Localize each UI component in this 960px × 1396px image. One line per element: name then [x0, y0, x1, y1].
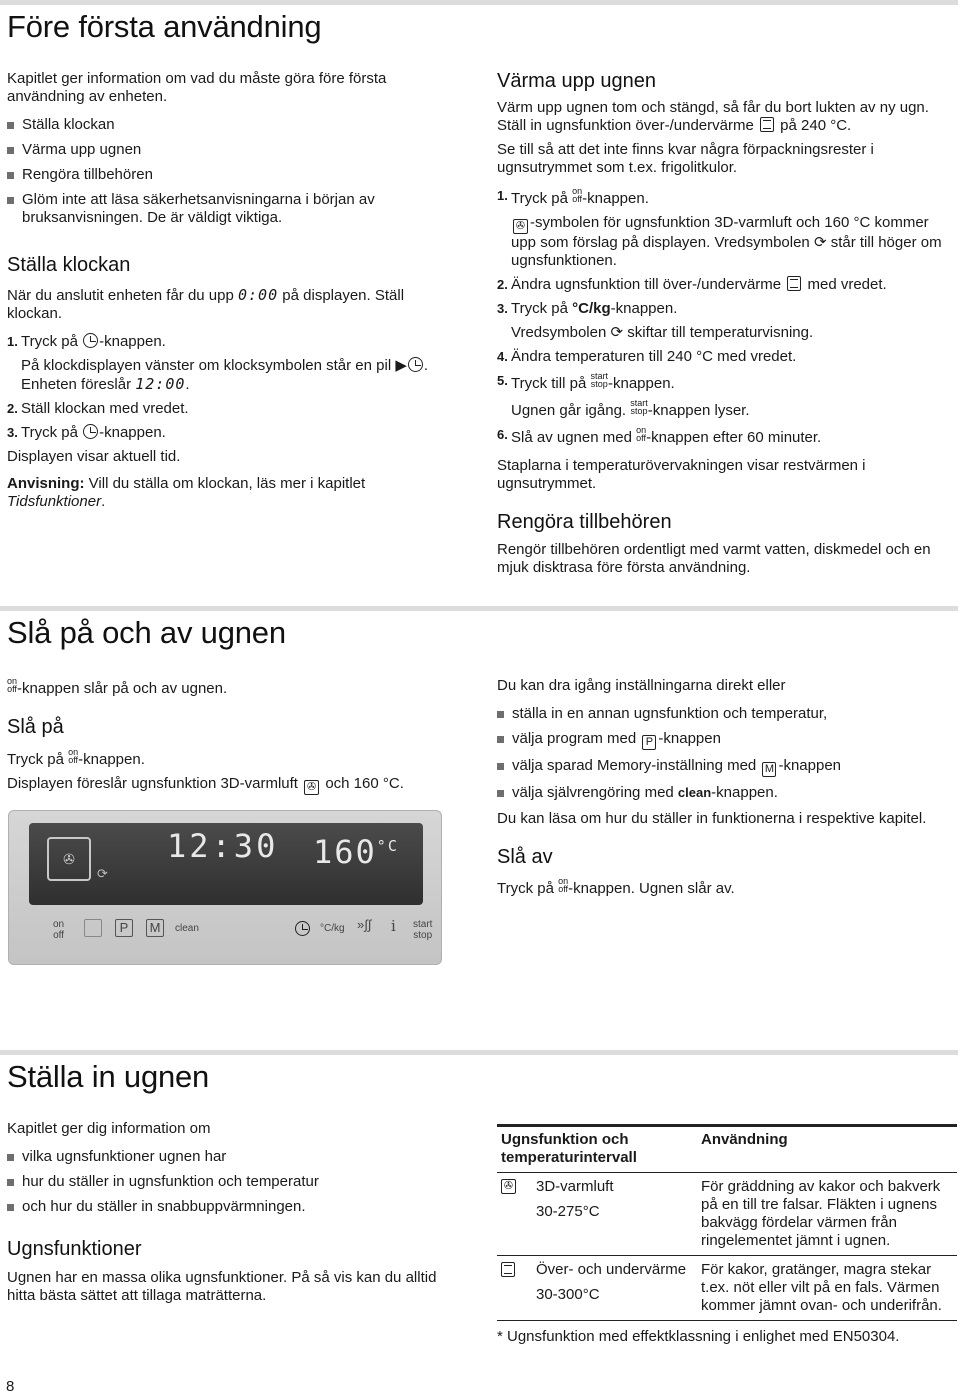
step-number: 2.: [497, 277, 508, 292]
top-bottom-heat-icon: [501, 1262, 515, 1277]
step-number: 2.: [7, 401, 18, 416]
segment-display-text: 0:00: [238, 286, 279, 304]
text: -knappen.: [607, 375, 675, 392]
text: Slå av ugnen med: [511, 429, 632, 446]
list-item: Ställa klockan: [7, 116, 447, 134]
program-icon: P: [642, 735, 656, 750]
text: Tryck på: [511, 190, 568, 207]
table-row: [497, 1173, 957, 1256]
left-column-3: [7, 1120, 447, 1311]
temp-weight-button[interactable]: °C/kg: [320, 923, 345, 934]
heat-step-5-sub: [497, 399, 952, 420]
degree-unit: °C: [376, 837, 399, 855]
clock-after: Displayen visar aktuell tid.: [7, 448, 181, 465]
options-intro: Du kan dra igång inställningarna direkt eller: [497, 677, 786, 694]
label: on: [53, 919, 65, 930]
text: -knappen.: [78, 751, 145, 768]
list-item: [497, 730, 952, 750]
hot-air-icon: ✇: [47, 837, 91, 881]
text: Tryck på: [21, 424, 78, 441]
functions-heading: Ugnsfunktioner: [7, 1238, 142, 1260]
start-stop-button[interactable]: [413, 919, 432, 941]
temperature-value: 160: [313, 833, 377, 871]
list-item: och hur du ställer in snabbuppvärmningen.: [7, 1198, 447, 1216]
table-header-row: [497, 1126, 957, 1173]
right-column-1: [497, 70, 952, 583]
text: Enheten föreslår: [21, 376, 132, 393]
heat-p2: Se till så att det inte finns kvar några förpackningsrester i ugnsutrymmet som t.ex. frigolitkulor.: [497, 141, 874, 176]
on-off-icon: on off: [7, 676, 18, 694]
text: och 160 °C.: [325, 775, 404, 792]
list-item: Rengöra tillbehören: [7, 166, 447, 184]
clock-step-1-sub: [7, 357, 447, 375]
clock-step-3: [7, 424, 447, 442]
text: -knappen efter 60 minuter.: [646, 429, 822, 446]
step-number: 4.: [497, 349, 508, 364]
start-stop-icon: start stop: [630, 398, 648, 416]
list-item: ställa in en annan ugnsfunktion och temperatur,: [497, 705, 952, 723]
text: -knappen. Ugnen slår av.: [568, 880, 735, 897]
text: välja program med: [512, 730, 637, 747]
text: När du anslutit enheten får du upp: [7, 287, 234, 304]
table-footnote: * Ugnsfunktion med effektklassning i enlighet med EN50304.: [497, 1328, 900, 1345]
text: på 240 °C.: [780, 117, 852, 134]
heat-step-5: [497, 372, 952, 393]
heat-step-1: [497, 187, 952, 208]
on-off-icon: on off: [558, 876, 569, 894]
text: Displayen föreslår ugnsfunktion 3D-varmluft: [7, 775, 298, 792]
display-temperature: [313, 833, 399, 871]
table-cell: [497, 1173, 697, 1256]
info-button[interactable]: i: [391, 917, 396, 935]
step-number: 5.: [497, 373, 508, 388]
arrow-right-icon: ▶: [395, 357, 407, 374]
left-column-1: [7, 70, 447, 517]
text: Ändra temperaturen till 240 °C med vredet.: [511, 348, 797, 365]
display-clock: 12:30: [167, 827, 279, 865]
intro-list: [7, 116, 447, 227]
list-item: Värma upp ugnen: [7, 141, 447, 159]
dial-icon: ⟳: [97, 866, 108, 881]
text: Vill du ställa om klockan, läs mer i kapitlet: [88, 475, 366, 492]
text: -knappen: [658, 730, 721, 747]
note-label: Anvisning:: [7, 475, 85, 492]
hot-air-icon: ✇: [513, 219, 528, 234]
step-number: 3.: [7, 425, 18, 440]
table-row: [497, 1256, 957, 1321]
on-off-icon: on off: [68, 747, 79, 765]
text: Tryck på: [21, 333, 78, 350]
table-cell: För kakor, gratänger, magra stekar t.ex. nöt eller vilt på en fals. Värmen kommer jämnt ovan- och underifrån.: [697, 1256, 957, 1321]
rapid-heat-icon[interactable]: »∫∫: [357, 917, 372, 932]
setup-list: [7, 1148, 447, 1216]
text: Vredsymbolen: [511, 324, 607, 341]
step-number: 1.: [7, 334, 18, 349]
text: -knappen slår på och av ugnen.: [17, 680, 228, 697]
on-p2: [7, 775, 447, 795]
top-bottom-heat-icon: [787, 276, 801, 291]
section-title: Slå på och av ugnen: [7, 615, 286, 650]
hot-air-icon: ✇: [501, 1179, 516, 1194]
text: -knappen.: [99, 333, 166, 350]
clock-step-2: [7, 400, 447, 418]
dial-icon: ⟳: [610, 324, 624, 341]
control-panel-illustration: [8, 810, 442, 965]
dial-icon: ⟳: [813, 234, 827, 251]
clock-heading: Ställa klockan: [7, 254, 131, 276]
heat-step-3: [497, 300, 952, 318]
section-title: Ställa in ugnen: [7, 1059, 210, 1094]
list-item: hur du ställer in ugnsfunktion och temperatur: [7, 1173, 447, 1191]
temperature-range: 30-275°C: [536, 1203, 600, 1220]
text: -knappen.: [582, 190, 649, 207]
text: .: [101, 493, 106, 510]
program-button[interactable]: P: [115, 919, 133, 937]
clock-step-1: [7, 333, 447, 351]
clean-button[interactable]: clean: [175, 923, 199, 934]
on-off-intro: [7, 677, 447, 698]
off-heading: Slå av: [497, 846, 553, 868]
text: Tryck på: [497, 880, 554, 897]
label: stop: [413, 930, 433, 941]
text: -knappen lyser.: [647, 402, 750, 419]
right-column-2: [497, 677, 952, 904]
list-item: Glöm inte att läsa säkerhetsanvisningarna i början av bruksanvisningen. De är väldigt viktiga.: [7, 191, 447, 227]
step-number: 6.: [497, 427, 508, 442]
page-title: Före första användning: [7, 9, 322, 44]
on-off-icon: on off: [572, 186, 583, 204]
setup-intro: Kapitlet ger dig information om: [7, 1120, 211, 1137]
text: -knappen: [778, 757, 842, 774]
text: Ställ klockan med vredet.: [21, 400, 189, 417]
chapter-reference: Tidsfunktioner: [7, 493, 102, 510]
text: .: [423, 357, 429, 374]
on-p1: [7, 748, 447, 769]
memory-icon: M: [762, 762, 776, 777]
blank-key[interactable]: [84, 919, 102, 937]
function-name: 3D-varmluft: [536, 1178, 614, 1195]
clock-icon: [83, 333, 98, 348]
temp-weight-icon: °C/kg: [572, 300, 611, 317]
clock-icon: [408, 357, 423, 372]
list-item: [497, 757, 952, 777]
text: Tryck till på: [511, 375, 587, 392]
text: Tryck på: [511, 300, 568, 317]
oven-display: [29, 823, 423, 905]
heat-step-1-sub: [497, 214, 952, 270]
text: med vredet.: [807, 276, 887, 293]
column-header: Användning: [697, 1126, 957, 1173]
column-header: Ugnsfunktion och temperaturintervall: [497, 1126, 697, 1173]
clean-text: Rengör tillbehören ordentligt med varmt vatten, diskmedel och en mjuk disktrasa före första användning.: [497, 541, 931, 576]
text: välja sparad Memory-inställning med: [512, 757, 757, 774]
text: -knappen.: [711, 784, 778, 801]
list-item: [497, 784, 952, 802]
text: välja självrengöring med: [512, 784, 674, 801]
text: -symbolen för ugnsfunktion 3D-varmluft och 160 °C kommer upp som förslag på displayen. Vredsymbolen: [511, 214, 929, 251]
text: står till höger om ugnsfunktionen.: [511, 234, 942, 269]
table-cell: För gräddning av kakor och bakverk på en till tre falsar. Fläkten i ugnens bakvägg fördelar värmen från ringelementet jämnt i ugnen.: [701, 1178, 941, 1249]
text: på displayen. Ställ klockan.: [7, 287, 405, 322]
heat-heading: Värma upp ugnen: [497, 70, 657, 92]
list-item: vilka ugnsfunktioner ugnen har: [7, 1148, 447, 1166]
start-stop-icon: start stop: [590, 371, 608, 389]
text: Värm upp ugnen tom och stängd, så får du bort lukten av ny ugn. Ställ in ugnsfunktion över-/undervärme: [497, 99, 929, 134]
heat-after: Staplarna i temperaturövervakningen visar restvärmen i ugnsutrymmet.: [497, 457, 866, 492]
clock-step-1-sub2: [7, 375, 447, 394]
step-number: 3.: [497, 301, 508, 316]
clock-icon: [83, 424, 98, 439]
heat-step-2: [497, 276, 952, 294]
page-number: 8: [6, 1378, 15, 1395]
heat-step-3-sub: [497, 324, 952, 342]
text: Tryck på: [7, 751, 64, 768]
text: -knappen.: [99, 424, 166, 441]
text: -knappen.: [610, 300, 678, 317]
heat-step-6: [497, 426, 952, 447]
text: Ugnen går igång.: [511, 402, 627, 419]
text: Ändra ugnsfunktion till över-/undervärme: [511, 276, 782, 293]
text: .: [185, 376, 190, 393]
options-list: [497, 705, 952, 802]
table-cell: [497, 1256, 697, 1321]
heat-step-4: [497, 348, 952, 366]
heat-p1: [497, 99, 952, 135]
section-rule: [0, 0, 958, 5]
hot-air-icon: ✇: [304, 780, 319, 795]
top-bottom-heat-icon: [760, 117, 774, 132]
function-name: Över- och undervärme: [536, 1261, 687, 1278]
text: skiftar till temperaturvisning.: [627, 324, 814, 341]
clock-note: [7, 475, 447, 511]
on-heading: Slå på: [7, 716, 64, 738]
options-text: Du kan läsa om hur du ställer in funktionerna i respektive kapitel.: [497, 810, 927, 827]
text: På klockdisplayen vänster om klocksymbolen står en pil: [21, 357, 392, 374]
step-number: 1.: [497, 188, 508, 203]
segment-display-text: 12:00: [135, 375, 186, 393]
temperature-range: 30-300°C: [536, 1286, 600, 1303]
label: off: [53, 930, 65, 941]
section-rule: [0, 1050, 958, 1055]
on-off-icon: on off: [636, 425, 647, 443]
clock-intro: [7, 286, 447, 323]
clean-heading: Rengöra tillbehören: [497, 511, 672, 533]
label: start: [413, 919, 433, 930]
functions-text: Ugnen har en massa olika ugnsfunktioner. På så vis kan du alltid hitta bästa sättet att tillaga maträtterna.: [7, 1269, 437, 1304]
intro-text: Kapitlet ger information om vad du måste göra före första användning av enheten.: [7, 70, 387, 105]
clean-label: clean: [677, 785, 712, 800]
memory-button[interactable]: M: [146, 919, 164, 937]
on-off-button[interactable]: [53, 919, 64, 941]
left-column-2: [7, 677, 447, 801]
section-rule: [0, 606, 958, 611]
off-text: [497, 877, 952, 898]
clock-button-icon[interactable]: [295, 921, 310, 936]
oven-functions-table: [497, 1124, 957, 1321]
